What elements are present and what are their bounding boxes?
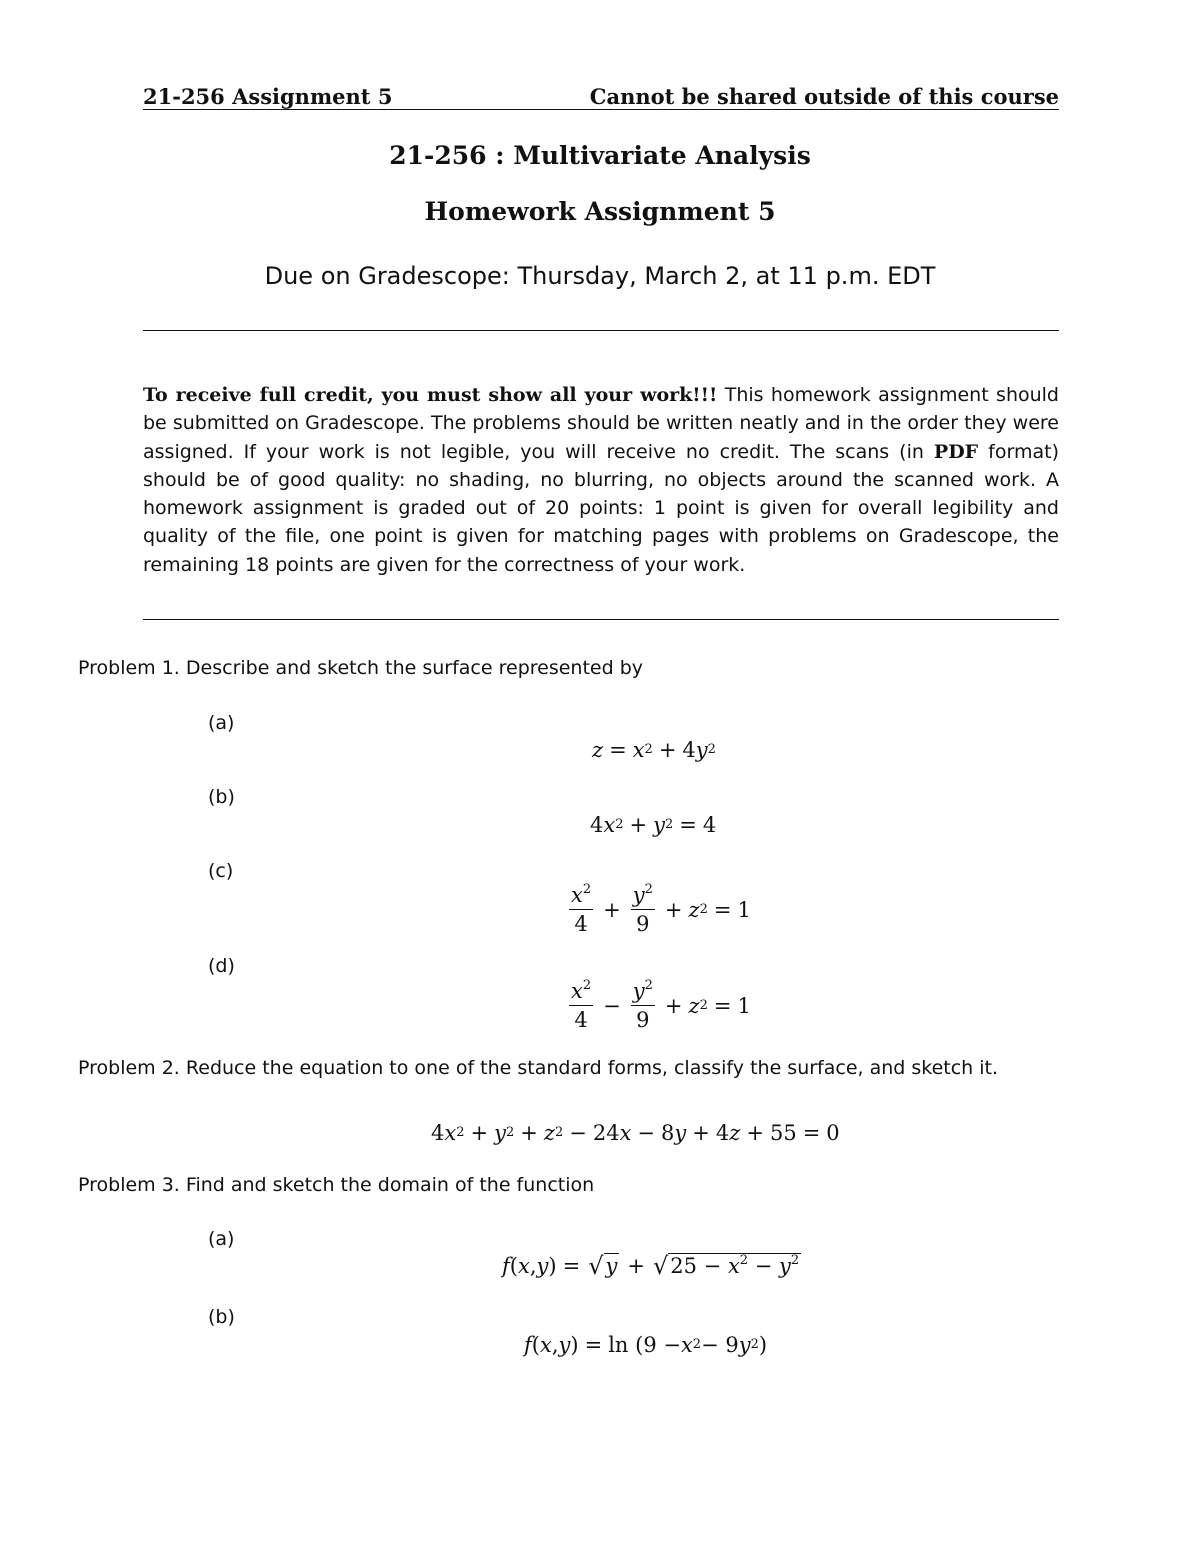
running-header-right: Cannot be shared outside of this course xyxy=(589,84,1059,109)
problem-1-part-c-label: (c) xyxy=(208,860,234,882)
instructions-bold-lead: To receive full credit, you must show all your work!!! xyxy=(143,384,718,406)
equation-p2: 4 x 2 + y 2 + z 2 − 24 x − 8 y + 4 z + 55 = 0 xyxy=(431,1121,840,1145)
equation-p1b: 4 x 2 + y 2 = 4 xyxy=(590,813,717,837)
problem-1-label: Problem 1. xyxy=(78,657,180,679)
assignment-title: Homework Assignment 5 xyxy=(424,197,776,226)
problem-1-prompt: Describe and sketch the surface represented by xyxy=(185,657,644,679)
equation-p3a: f ( x , y ) = √ y + √ $25 - x^2 - y^2$ xyxy=(502,1252,800,1281)
instructions-paragraph xyxy=(143,381,1059,579)
equation-p3b: f ( x , y ) = ln (9 − x 2 − 9 y 2 ) xyxy=(524,1333,768,1357)
problem-3 xyxy=(78,1174,594,1196)
divider-top xyxy=(143,330,1059,331)
problem-3-prompt: Find and sketch the domain of the function xyxy=(185,1174,595,1196)
course-title: 21-256 : Multivariate Analysis xyxy=(389,141,811,170)
instructions-text-2: format) should be of good quality: no shading, no blurring, no objects around the scanned work. A homework assignment is graded out of 20 points: 1 point is given for overall legibility and quality of the file, one point is given for matching pages with problems on Gradescope, the remaining 18 points are given for the correctness of your work. xyxy=(143,440,1059,576)
equation-p1d: $\frac{x^2}{4}$ − $\frac{y^2}{9}$ + z 2 = 1 xyxy=(571,978,751,1033)
problem-2-label: Problem 2. xyxy=(78,1057,180,1079)
equation-p1c: $\frac{x^2}{4}$ + $\frac{y^2}{9}$ + z 2 = 1 xyxy=(571,882,751,937)
problem-2-prompt: Reduce the equation to one of the standard forms, classify the surface, and sketch it. xyxy=(185,1057,999,1079)
header-divider xyxy=(143,109,1059,110)
due-date-line: Due on Gradescope: Thursday, March 2, at 11 p.m. EDT xyxy=(264,262,936,290)
equation-p1a: z = x 2 + 4 y 2 xyxy=(592,738,716,762)
problem-1-part-b-label: (b) xyxy=(208,786,235,808)
instructions-text-1: This homework assignment should be submitted on Gradescope. The problems should be written neatly and in the order they were assigned. If your work is not legible, you will receive no credit. The scans (in xyxy=(143,384,1059,463)
problem-3-label: Problem 3. xyxy=(78,1174,180,1196)
problem-3-part-b-label: (b) xyxy=(208,1306,235,1328)
problem-1-part-d-label: (d) xyxy=(208,955,235,977)
problem-1 xyxy=(78,657,643,679)
problem-3-part-a-label: (a) xyxy=(208,1228,235,1250)
running-header-left: 21-256 Assignment 5 xyxy=(143,84,393,109)
problem-2 xyxy=(78,1057,998,1079)
instructions-pdf-label: PDF xyxy=(933,440,979,463)
divider-bottom xyxy=(143,619,1059,620)
problem-1-part-a-label: (a) xyxy=(208,712,235,734)
